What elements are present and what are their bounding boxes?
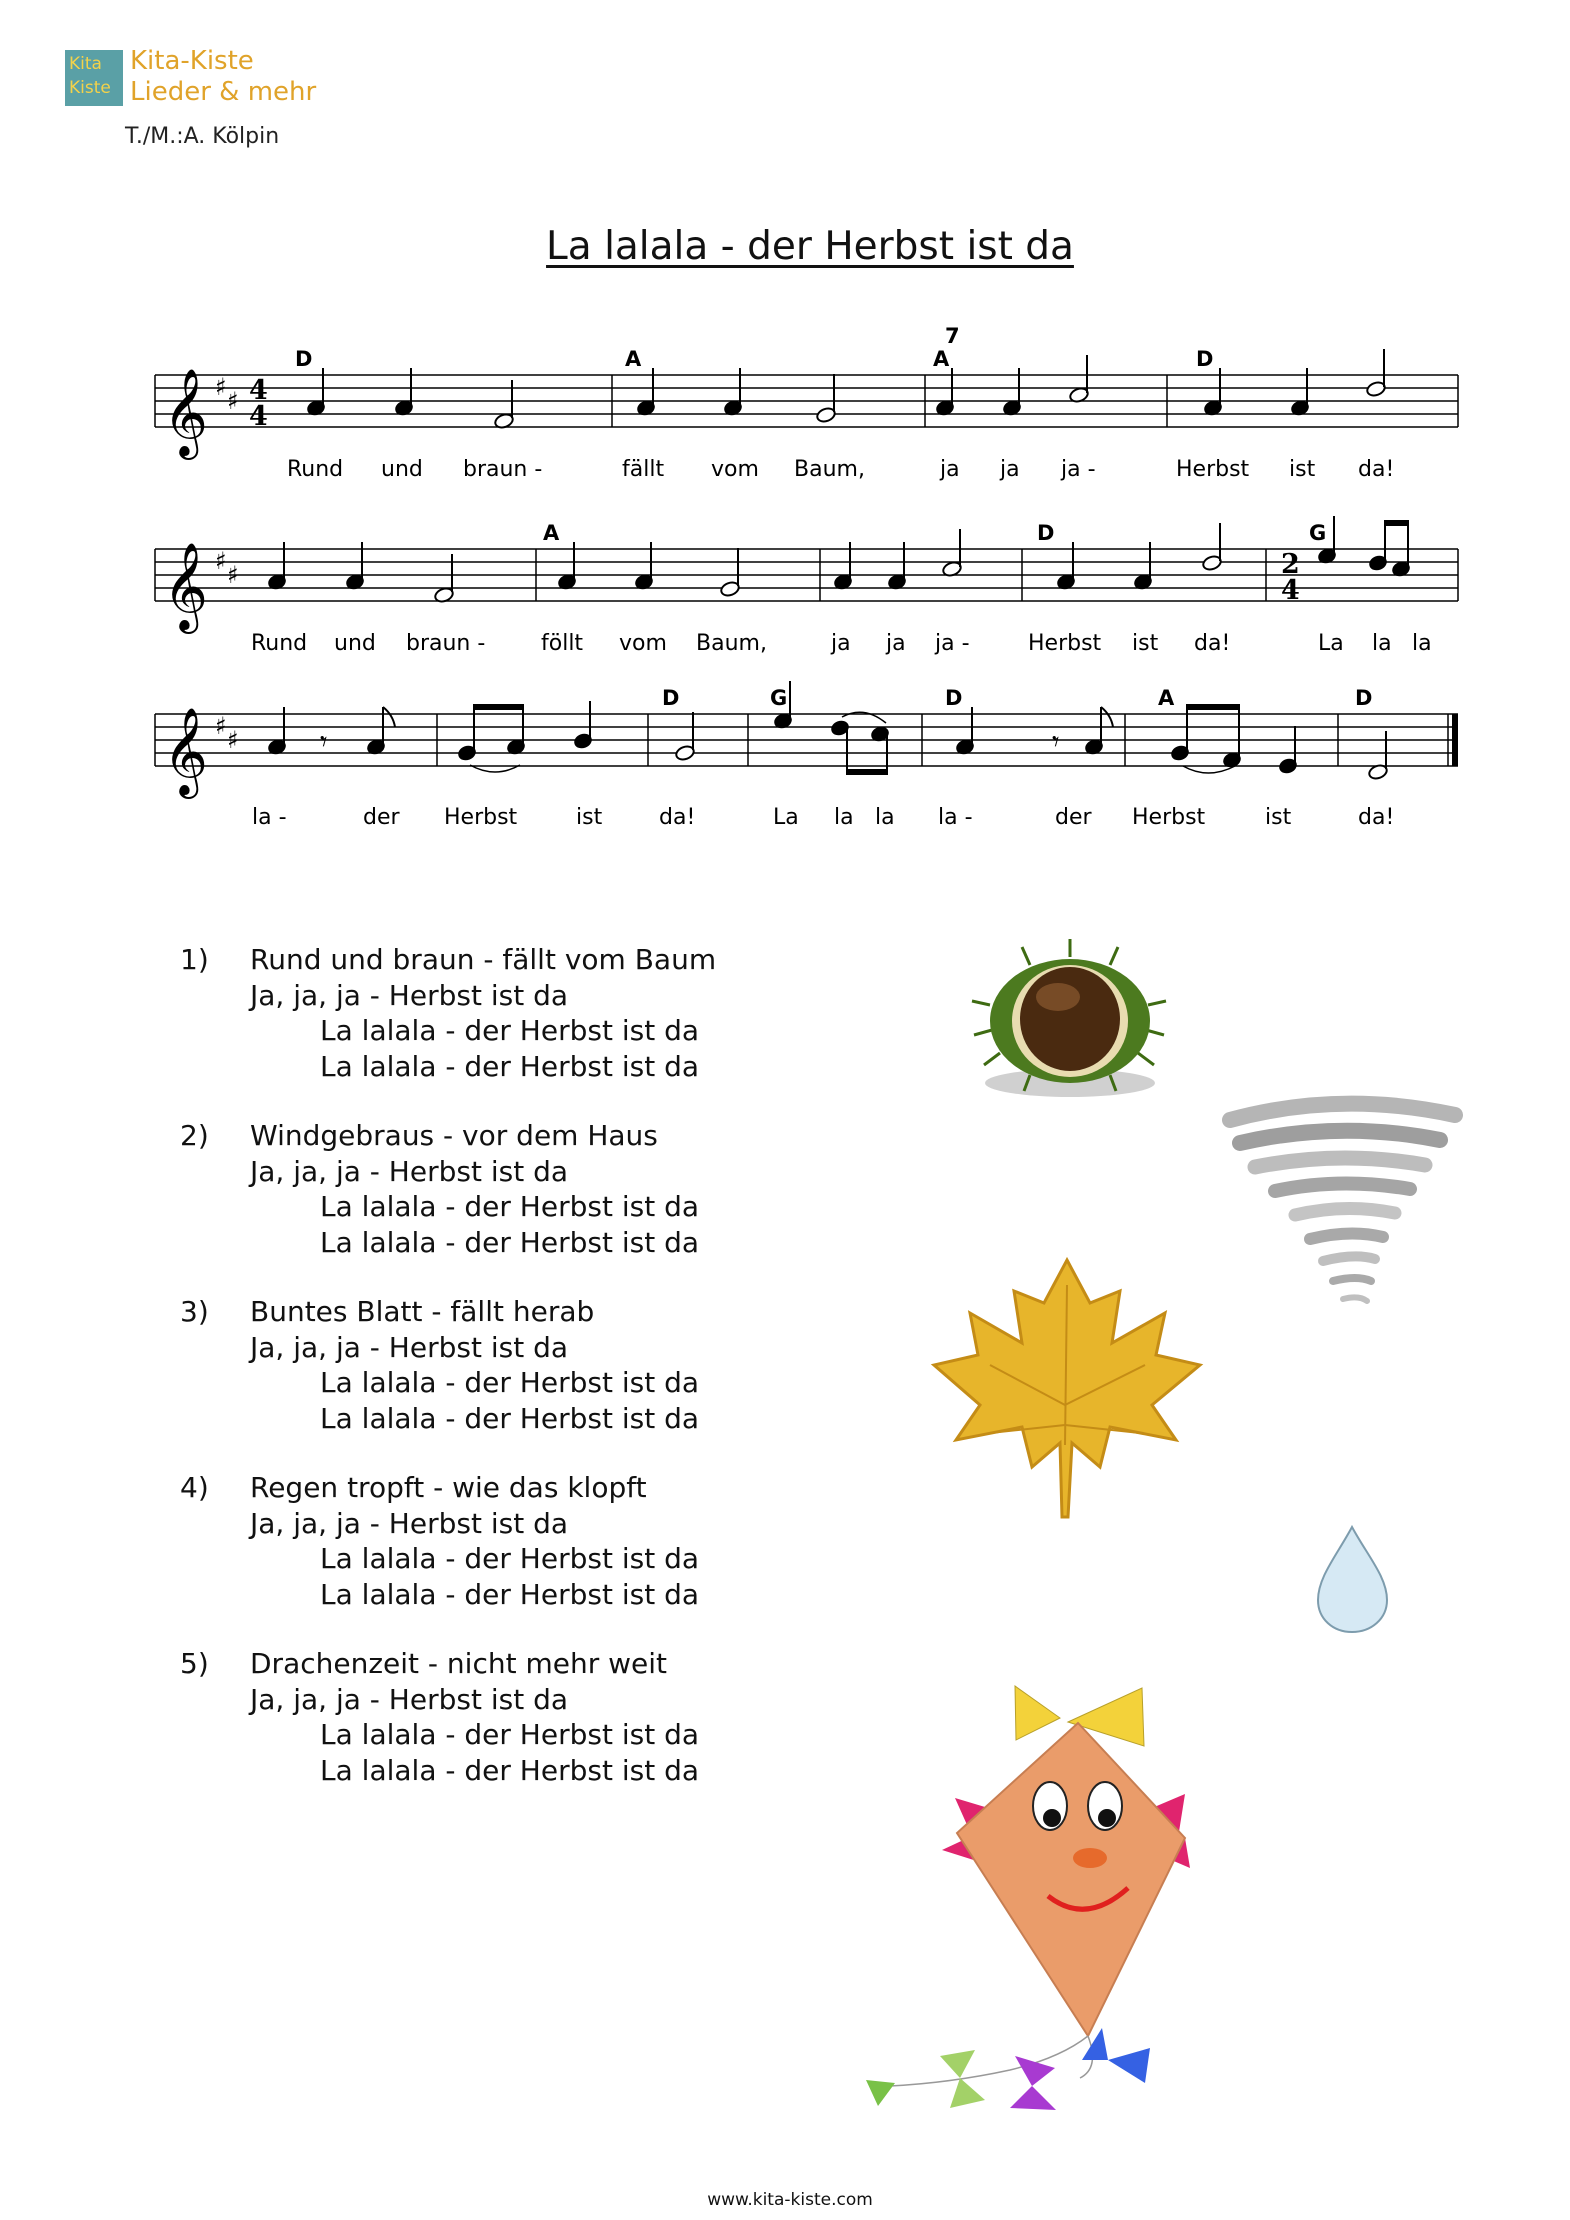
verse-line: Ja, ja, ja - Herbst ist da xyxy=(250,1506,569,1540)
lyric: ist xyxy=(1289,457,1316,482)
treble-clef-icon: 𝄞 xyxy=(163,367,208,456)
maple-leaf-icon xyxy=(930,1255,1205,1525)
lyric: ja xyxy=(940,457,960,482)
key-sharp-icon: ♯ xyxy=(215,712,227,740)
time-sig-bottom: 4 xyxy=(1281,575,1300,606)
staff-line-3 xyxy=(155,681,1458,830)
lyric: Herbst xyxy=(1028,631,1102,656)
verse-line: La lalala - der Herbst ist da xyxy=(320,1577,699,1611)
verse-line: La lalala - der Herbst ist da xyxy=(320,1753,699,1787)
key-sharp-icon: ♯ xyxy=(227,726,239,754)
time-sig-top: 2 xyxy=(1281,549,1300,580)
time-sig-top: 4 xyxy=(249,375,268,406)
kite-icon xyxy=(860,1678,1220,2128)
chord: D xyxy=(1355,686,1373,710)
lyric: Herbst xyxy=(1132,805,1206,830)
eighth-rest-icon: 𝄾 xyxy=(1052,725,1060,758)
chord: G xyxy=(1309,521,1327,545)
verse-number: 5) xyxy=(180,1647,209,1680)
lyric: la xyxy=(1372,631,1392,656)
lyric: Herbst xyxy=(1176,457,1250,482)
chord: A xyxy=(1158,686,1175,710)
lyric: la xyxy=(1412,631,1432,656)
chord: D xyxy=(1196,347,1214,371)
lyric: ja xyxy=(886,631,906,656)
chord: D xyxy=(295,347,313,371)
lyric: la xyxy=(834,805,854,830)
verse-line: La lalala - der Herbst ist da xyxy=(320,1401,699,1435)
lyric: da! xyxy=(1358,457,1395,482)
lyric: ja - xyxy=(935,631,970,656)
lyric: Herbst xyxy=(444,805,518,830)
key-sharp-icon: ♯ xyxy=(215,373,227,401)
eighth-rest-icon: 𝄾 xyxy=(320,725,328,758)
key-sharp-icon: ♯ xyxy=(215,547,227,575)
verse-number: 1) xyxy=(180,943,209,976)
brand-line-2: Lieder & mehr xyxy=(130,77,317,107)
lyric: la xyxy=(875,805,895,830)
treble-clef-icon: 𝄞 xyxy=(163,541,208,630)
chord: D xyxy=(662,686,680,710)
lyric: ja xyxy=(831,631,851,656)
staff-line-1 xyxy=(155,324,1458,482)
verse-line: Windgebraus - vor dem Haus xyxy=(250,1119,658,1152)
lyric: fällt xyxy=(622,457,665,482)
sheet-music xyxy=(0,300,1570,840)
lyric: Baum, xyxy=(696,631,767,656)
verse-line: La lalala - der Herbst ist da xyxy=(320,1542,699,1575)
lyric: da! xyxy=(659,805,696,830)
lyric: der xyxy=(1055,805,1092,830)
song-title: La lalala - der Herbst ist da xyxy=(546,224,1074,269)
chord: D xyxy=(1037,521,1055,545)
verse-line: Rund und braun - fällt vom Baum xyxy=(250,943,717,976)
lyric: La xyxy=(773,805,799,830)
footer-url: www.kita-kiste.com xyxy=(707,2190,873,2210)
lyric: ist xyxy=(1265,805,1292,830)
chestnut-icon xyxy=(970,935,1170,1105)
verse-number: 3) xyxy=(180,1295,209,1328)
lyric: da! xyxy=(1358,805,1395,830)
chord-superscript: 7 xyxy=(945,324,960,348)
verse-line: La lalala - der Herbst ist da xyxy=(320,1225,699,1259)
lyric: braun - xyxy=(406,631,486,656)
lyric: vom xyxy=(619,631,667,656)
lyric: da! xyxy=(1194,631,1231,656)
lyric: ist xyxy=(576,805,603,830)
tornado-icon xyxy=(1215,1095,1465,1325)
verse-line: La lalala - der Herbst ist da xyxy=(320,1190,699,1223)
lyric: ja xyxy=(1000,457,1020,482)
lyric: La xyxy=(1318,631,1344,656)
logo xyxy=(65,50,123,106)
lyric: ist xyxy=(1132,631,1159,656)
lyric: Baum, xyxy=(794,457,865,482)
lyric: Rund xyxy=(251,631,308,656)
lyric: und xyxy=(381,457,423,482)
chord: D xyxy=(945,686,963,710)
lyric: la - xyxy=(252,805,287,830)
lyric: vom xyxy=(711,457,759,482)
verse-line: Regen tropft - wie das klopft xyxy=(250,1471,647,1504)
chord: A xyxy=(625,347,642,371)
verse-line: Ja, ja, ja - Herbst ist da xyxy=(250,1682,569,1716)
logo-text-top: Kita xyxy=(69,54,102,74)
time-sig-bottom: 4 xyxy=(249,401,268,432)
treble-clef-icon: 𝄞 xyxy=(163,706,208,795)
lyric: und xyxy=(334,631,376,656)
chord: G xyxy=(770,686,788,710)
verse-number: 4) xyxy=(180,1471,209,1504)
verse-1 xyxy=(180,942,716,1084)
verse-3 xyxy=(180,1294,699,1436)
lyric: la - xyxy=(938,805,973,830)
verse-line: La lalala - der Herbst ist da xyxy=(320,1366,699,1399)
verse-4 xyxy=(180,1470,699,1612)
key-sharp-icon: ♯ xyxy=(227,561,239,589)
verse-line: Ja, ja, ja - Herbst ist da xyxy=(250,1330,569,1364)
verse-2 xyxy=(180,1118,699,1260)
verse-5 xyxy=(180,1646,699,1788)
brand-name xyxy=(130,46,316,108)
staff-line-2 xyxy=(155,516,1458,656)
raindrop-icon xyxy=(1315,1525,1390,1635)
brand-line-1: Kita-Kiste xyxy=(130,46,254,76)
verse-number: 2) xyxy=(180,1119,209,1152)
verse-line: Ja, ja, ja - Herbst ist da xyxy=(250,978,569,1012)
key-sharp-icon: ♯ xyxy=(227,387,239,415)
lyric: föllt xyxy=(541,631,584,656)
lyric: der xyxy=(363,805,400,830)
verse-line: La lalala - der Herbst ist da xyxy=(320,1718,699,1751)
logo-text-bottom: Kiste xyxy=(69,78,111,98)
lyric: ja - xyxy=(1061,457,1096,482)
verse-line: La lalala - der Herbst ist da xyxy=(320,1014,699,1047)
verse-line: Buntes Blatt - fällt herab xyxy=(250,1295,595,1328)
lyric: braun - xyxy=(463,457,543,482)
chord: A xyxy=(933,347,950,371)
verse-line: La lalala - der Herbst ist da xyxy=(320,1049,699,1083)
author-credit: T./M.:A. Kölpin xyxy=(125,124,280,149)
lyric: Rund xyxy=(287,457,344,482)
chord: A xyxy=(543,521,560,545)
verse-line: Drachenzeit - nicht mehr weit xyxy=(250,1647,668,1680)
verse-line: Ja, ja, ja - Herbst ist da xyxy=(250,1154,569,1188)
